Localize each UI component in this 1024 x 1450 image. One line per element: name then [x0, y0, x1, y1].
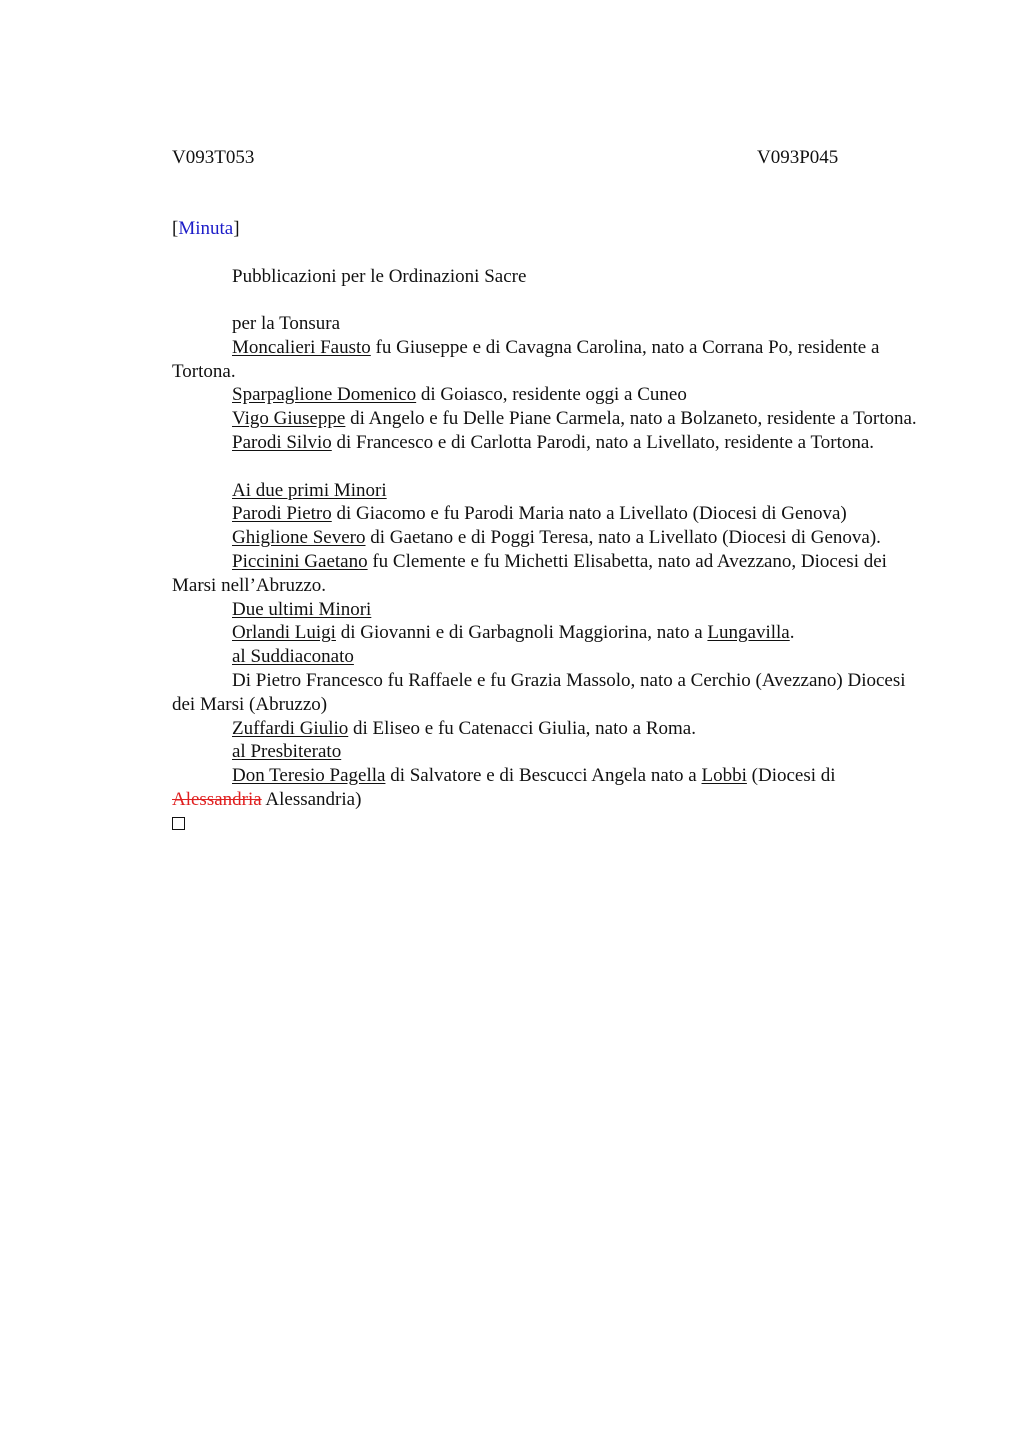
candidate-details: di Goiasco, residente oggi a Cuneo — [416, 384, 687, 406]
end-marker — [172, 812, 924, 836]
primi-minori-entry — [172, 550, 924, 598]
candidate-details: di Gaetano e di Poggi Teresa, nato a Livellato (Diocesi di Genova). — [365, 527, 881, 549]
presbiterato-heading — [172, 740, 924, 764]
birthplace: Lobbi — [701, 765, 747, 787]
tonsura-heading: per la Tonsura — [232, 313, 341, 334]
document-title: Pubblicazioni per le Ordinazioni Sacre — [232, 266, 527, 287]
candidate-details: di Angelo e fu Delle Piane Carmela, nato a Bolzaneto, residente a Tortona. — [345, 408, 917, 430]
ultimi-minori-entry — [172, 621, 924, 645]
candidate-name: Ghiglione Severo — [232, 527, 366, 549]
diocese-prefix: (Diocesi di — [746, 765, 836, 787]
primi-minori-heading-text: Ai due primi Minori — [232, 479, 387, 501]
close-bracket: ] — [233, 218, 240, 239]
tonsura-section — [172, 312, 924, 455]
candidate-details: di Salvatore e di Bescucci Angela nato a — [385, 765, 702, 787]
primi-minori-heading — [172, 479, 924, 503]
presbiterato-entry — [172, 764, 924, 812]
candidate-name: Moncalieri Fausto — [232, 336, 371, 358]
tonsura-entry — [172, 407, 924, 431]
suddiaconato-section — [172, 645, 924, 740]
left-document-code: V093T053 — [172, 147, 255, 168]
tonsura-entry — [172, 383, 924, 407]
primi-minori-section — [172, 479, 924, 598]
candidate-name: Sparpaglione Domenico — [232, 384, 417, 406]
suddiaconato-entry — [172, 717, 924, 741]
tonsura-entry — [172, 431, 924, 455]
minuta-text: Minuta — [178, 218, 234, 239]
candidate-details: fu Giuseppe e di Cavagna Carolina, nato a Corrana Po, residente a Tortona. — [172, 336, 880, 382]
candidate-details: di Francesco e di Carlotta Parodi, nato a Livellato, residente a Tortona. — [331, 431, 875, 453]
candidate-details: di Giovanni e di Garbagnoli Maggiorina, nato a — [335, 622, 708, 644]
ultimi-minori-section — [172, 598, 924, 646]
ultimi-minori-heading — [172, 598, 924, 622]
candidate-details: fu Clemente e fu Michetti Elisabetta, nato ad Avezzano, Diocesi dei Marsi nell’Abruzzo. — [172, 550, 887, 596]
diocese-name: Alessandria) — [261, 788, 362, 810]
suddiaconato-heading-text: al Suddiaconato — [232, 646, 354, 668]
suddiaconato-entry: Di Pietro Francesco fu Raffaele e fu Grazia Massolo, nato a Cerchio (Avezzano) Diocesi dei Marsi (Abruzzo) — [172, 669, 906, 715]
candidate-name: Piccinini Gaetano — [232, 550, 368, 572]
candidate-name: Orlandi Luigi — [232, 622, 336, 644]
primi-minori-entry — [172, 526, 924, 550]
candidate-name: Parodi Pietro — [232, 503, 332, 525]
ultimi-minori-heading-text: Due ultimi Minori — [232, 598, 372, 620]
struck-word: Alessandria — [172, 788, 262, 810]
candidate-details: di Eliseo e fu Catenacci Giulia, nato a Roma. — [348, 717, 696, 739]
square-marker-icon — [172, 817, 185, 830]
candidate-name: Zuffardi Giulio — [232, 717, 349, 739]
candidate-name: Don Teresio Pagella — [232, 765, 386, 787]
candidate-name: Parodi Silvio — [232, 431, 332, 453]
right-document-code: V093P045 — [757, 147, 839, 168]
tonsura-entry — [172, 336, 924, 384]
presbiterato-section — [172, 740, 924, 811]
minuta-label — [172, 217, 924, 241]
suddiaconato-heading — [172, 645, 924, 669]
candidate-details: di Giacomo e fu Parodi Maria nato a Livellato (Diocesi di Genova) — [331, 503, 847, 525]
document-header — [172, 146, 924, 170]
birthplace: Lungavilla — [707, 622, 790, 644]
open-bracket: [ — [172, 218, 179, 239]
candidate-name: Vigo Giuseppe — [232, 408, 346, 430]
document-page — [172, 146, 924, 836]
primi-minori-entry — [172, 502, 924, 526]
presbiterato-heading-text: al Presbiterato — [232, 741, 342, 763]
section-spacer — [172, 455, 924, 479]
sentence-end: . — [789, 622, 795, 644]
